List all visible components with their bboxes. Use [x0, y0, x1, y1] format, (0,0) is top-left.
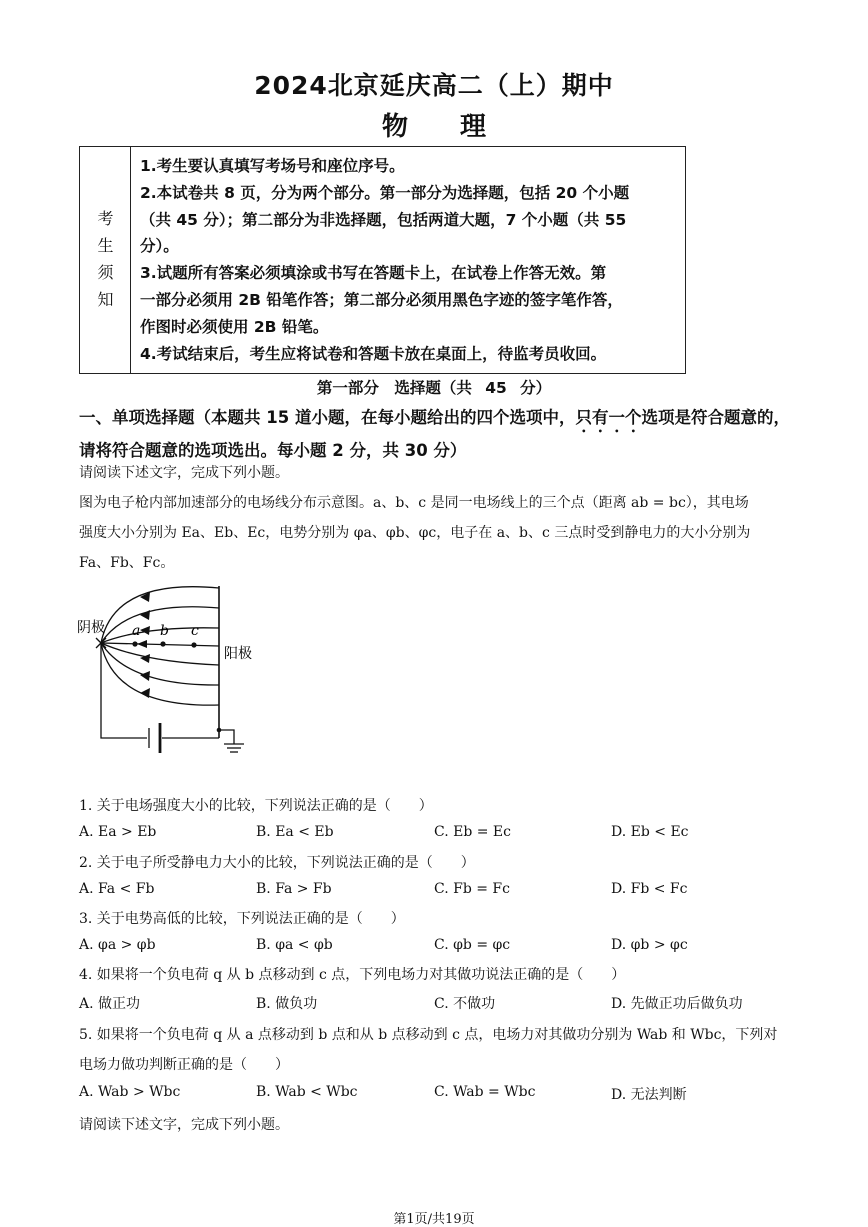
instruction-text: 请阅读下述文字，完成下列小题。	[79, 465, 289, 481]
notice-label-char: 考	[97, 209, 114, 228]
answer-option[interactable]: D. 先做正功后做负功	[611, 996, 743, 1012]
answer-option[interactable]: B. φa < φb	[256, 937, 333, 953]
notice-label-char: 生	[97, 236, 114, 255]
answer-option[interactable]: C. Fb = Fc	[434, 881, 510, 897]
question-stem: 2. 关于电子所受静电力大小的比较，下列说法正确的是（ ）	[79, 855, 475, 871]
notice-label-char: 知	[97, 290, 114, 309]
arrow-head	[140, 688, 150, 698]
question-stem: 4. 如果将一个负电荷 q 从 b 点移动到 c 点，下列电场力对其做功说法正确的是（ ）	[79, 967, 626, 983]
passage-line: Fa、Fb、Fc。	[79, 555, 175, 571]
section-heading-emphasis: 只有一个	[575, 408, 642, 427]
answer-option[interactable]: D. Fb < Fc	[611, 881, 688, 897]
answer-option[interactable]: D. 无法判断	[611, 1087, 687, 1103]
answer-option[interactable]: C. 不做功	[434, 996, 496, 1012]
ground-icon	[219, 730, 244, 752]
arrow-head	[140, 626, 150, 635]
battery-icon	[149, 723, 160, 753]
notice-line: 一部分必须用 2B 铅笔作答；第二部分必须用黑色字迹的签字笔作答，	[140, 290, 623, 309]
answer-option[interactable]: B. Ea < Eb	[256, 824, 334, 840]
question-stem-continued: 电场力做功判断正确的是（ ）	[79, 1057, 289, 1073]
answer-option[interactable]: B. Wab < Wbc	[256, 1084, 358, 1100]
point-c	[191, 642, 196, 647]
instruction-text: 请阅读下述文字，完成下列小题。	[79, 1117, 289, 1133]
passage-line: 图为电子枪内部加速部分的电场线分布示意图。a、b、c 是同一电场线上的三个点（距离 ab = bc），其电场	[79, 495, 749, 511]
field-line	[101, 643, 219, 646]
point-a	[132, 641, 137, 646]
notice-line: 作图时必须使用 2B 铅笔。	[140, 317, 329, 336]
answer-option[interactable]: C. Wab = Wbc	[434, 1084, 536, 1100]
point-label-a: a	[132, 623, 141, 639]
answer-option[interactable]: C. Eb = Ec	[434, 824, 511, 840]
section-heading-text: 一、单项选择题（本题共 15 道小题，在每小题给出的四个选项中，	[79, 408, 576, 427]
field-arrows	[137, 592, 150, 698]
field-line	[101, 643, 219, 705]
answer-option[interactable]: A. Wab > Wbc	[79, 1084, 181, 1100]
question-stem: 1. 关于电场强度大小的比较，下列说法正确的是（ ）	[79, 798, 433, 814]
exam-title: 2024北京延庆高二（上）期中	[254, 71, 614, 100]
answer-option[interactable]: B. 做负功	[256, 996, 318, 1012]
passage-line: 强度大小分别为 Ea、Eb、Ec，电势分别为 φa、φb、φc，电子在 a、b、c 三点时受到静电力的大小分别为	[79, 525, 751, 541]
notice-line: 4.考试结束后，考生应将试卷和答题卡放在桌面上，待监考员收回。	[140, 344, 607, 363]
answer-option[interactable]: A. 做正功	[79, 996, 141, 1012]
subject-title: 物 理	[381, 112, 486, 142]
notice-list	[140, 153, 680, 367]
question-stem: 3. 关于电势高低的比较，下列说法正确的是（ ）	[79, 911, 405, 927]
answer-option[interactable]: A. φa > φb	[79, 937, 156, 953]
notice-label-char: 须	[97, 263, 114, 282]
answer-option[interactable]: D. Eb < Ec	[611, 824, 689, 840]
point-label-c: c	[191, 623, 199, 639]
anode-label: 阳极	[224, 646, 252, 662]
notice-line: 分）。	[140, 237, 179, 256]
notice-line: 1.考生要认真填写考场号和座位序号。	[140, 157, 405, 175]
arrow-head	[137, 640, 147, 648]
notice-line: 2.本试卷共 8 页，分为两个部分。第一部分为选择题，包括 20 个小题	[140, 183, 630, 202]
part-heading: 第一部分 选择题（共 45 分）	[316, 379, 552, 397]
notice-label	[80, 205, 131, 313]
point-label-b: b	[160, 623, 169, 639]
answer-option[interactable]: A. Fa < Fb	[79, 881, 155, 897]
section-heading-text: 选项是符合题意的，请将符合题意的选项选出。每小题 2 分，共 30 分）	[79, 408, 790, 460]
section-heading	[79, 403, 794, 466]
field-lines	[101, 587, 219, 705]
notice-line: 3.试题所有答案必须填涂或书写在答题卡上，在试卷上作答无效。第	[140, 264, 607, 283]
question-stem: 5. 如果将一个负电荷 q 从 a 点移动到 b 点和从 b 点移动到 c 点，电场力对其做功分别为 Wab 和 Wbc，下列对	[79, 1027, 778, 1043]
point-b	[160, 641, 165, 646]
electric-field-diagram	[74, 578, 274, 763]
notice-line: （共 45 分）；第二部分为非选择题，包括两道大题，7 个小题（共 55	[140, 210, 627, 229]
answer-option[interactable]: D. φb > φc	[611, 937, 688, 953]
arrow-head	[140, 610, 150, 620]
page-number: 第1页/共19页	[393, 1212, 475, 1227]
answer-option[interactable]: C. φb = φc	[434, 937, 511, 953]
answer-option[interactable]: A. Ea > Eb	[79, 824, 157, 840]
cathode-label: 阴极	[77, 620, 105, 636]
notice-label-cell	[80, 147, 131, 373]
answer-option[interactable]: B. Fa > Fb	[256, 881, 332, 897]
arrow-head	[140, 671, 150, 681]
notice-box	[79, 146, 686, 374]
